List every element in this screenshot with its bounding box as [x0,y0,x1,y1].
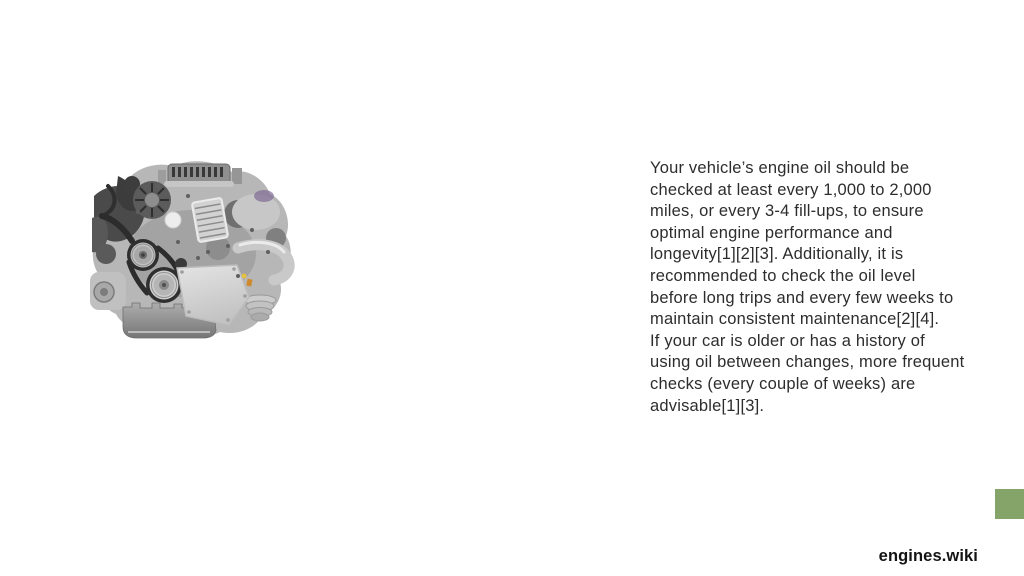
paragraph-line: miles, or every 3-4 fill-ups, to ensure [650,202,924,221]
paragraph-line: recommended to check the oil level [650,266,916,285]
paragraph-line: checks (every couple of weeks) are [650,374,916,393]
paragraph-line: maintain consistent maintenance[2][4]. [650,310,940,329]
engine-illustration [88,156,296,340]
paragraph-line: longevity[1][2][3]. Additionally, it is [650,245,904,264]
paragraph-line: optimal engine performance and [650,223,893,242]
car-engine-photo [88,156,296,340]
paragraph-line: If your car is older or has a history of [650,331,925,350]
green-accent-square [995,489,1024,519]
paragraph-line: checked at least every 1,000 to 2,000 [650,180,932,199]
brand-watermark: engines.wiki [878,547,978,565]
paragraph-line: Your vehicle’s engine oil should be [650,159,910,177]
oil-check-paragraph [650,158,990,417]
paragraph-line: using oil between changes, more frequent [650,353,965,372]
paragraph-line: before long trips and every few weeks to [650,288,954,307]
paragraph-line: advisable[1][3]. [650,396,765,415]
